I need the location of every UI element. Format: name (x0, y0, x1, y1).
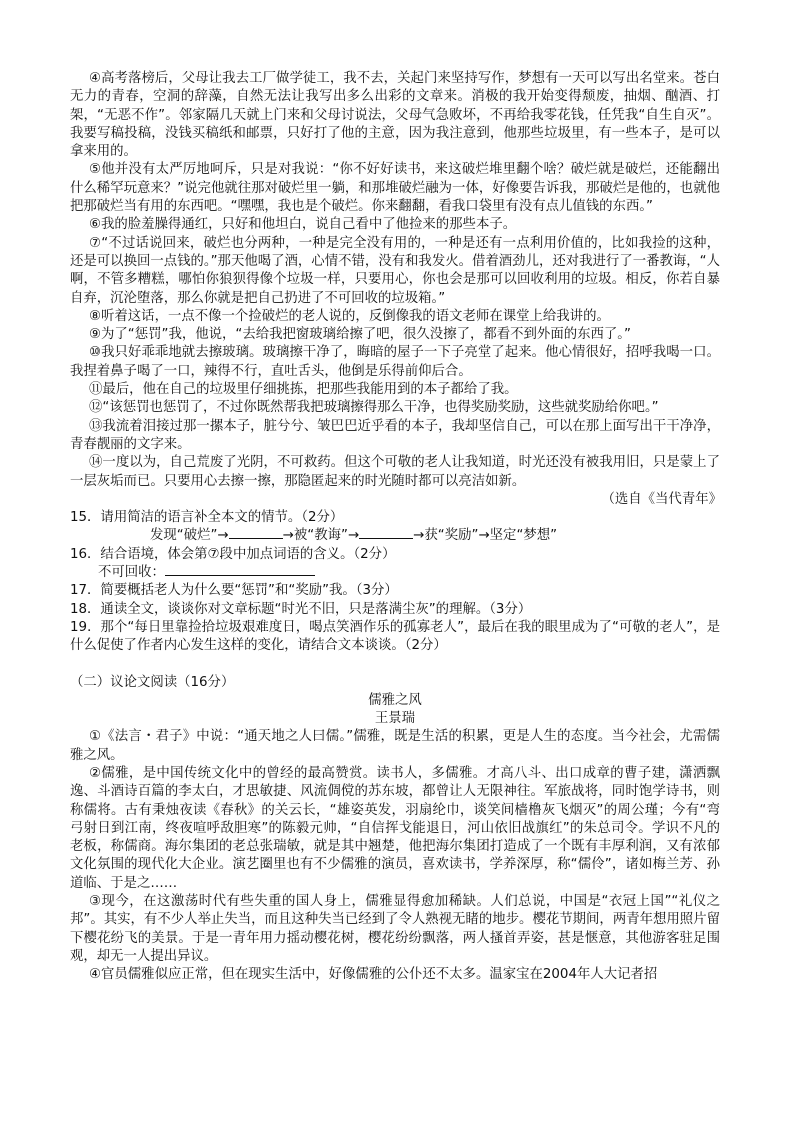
essay-paragraph-2: ②儒雅，是中国传统文化中的曾经的最高赞赏。读书人，多儒雅。才高八斗、出口成章的曹子建，潇洒飘逸、斗酒诗百篇的李太白，才思敏捷、风流倜傥的苏东坡，都曾让人无限神往。军旅战将，同时饱学诗书，则称儒将。古有秉烛夜读《春秋》的关云长，“雄姿英发，羽扇纶巾，谈笑间樯橹灰飞烟灭”的周公瑾；今有“弯弓射日到江南，终夜喧呼敌胆寒”的陈毅元帅，“自信挥戈能退日，河山依旧战旗红”的朱总司令。学识不凡的老板，称儒商。海尔集团的老总张瑞敏，就是其中翘楚，他把海尔集团打造成了一个既有丰厚利润，又有浓郁文化氛围的现代化大企业。演艺圈里也有不少儒雅的演员，喜欢读书，学养深厚，称“儒伶”，诸如梅兰芳、孙道临、于是之…… (70, 765, 720, 891)
document-page (70, 70, 720, 985)
question-18: 18．通读全文，谈谈你对文章标题“时光不旧，只是落满尘灰”的理解。（3分） (70, 601, 532, 617)
essay-paragraph-4: ④官员儒雅似应正常，但在现实生活中，好像儒雅的公仆还不太多。温家宝在2004年人大记者招 (89, 967, 658, 983)
essay-author: 王景瑞 (374, 711, 416, 727)
story-paragraph-5: ⑤他并没有太严厉地呵斥，只是对我说：“你不好好读书，来这破烂堆里翻个啥？破烂就是破烂，还能翻出什么稀罕玩意来？”说完他就往那对破烂里一躺，和那堆破烂融为一体，好像要告诉我，那破烂是他的，也就他把那破烂当有用的东西吧。“嘿嘿，我也是个破烂。你来翻翻，看我口袋里有没有点儿值钱的东西。” (70, 162, 720, 215)
story-paragraph-8: ⑧听着这话，一点不像一个捡破烂的老人说的，反倒像我的语文老师在课堂上给我讲的。 (89, 308, 610, 324)
flow-step-1: 发现“破烂”→ (150, 528, 229, 544)
answer-blank-3[interactable] (165, 564, 315, 576)
story-paragraph-10: ⑩我只好乖乖地就去擦玻璃。玻璃擦干净了，晦暗的屋子一下子亮堂了起来。他心情很好，招呼我喝一口。我捏着鼻子喝了一口，辣得不行，直吐舌头，他倒是乐得前仰后合。 (70, 345, 720, 379)
section-gap (70, 656, 720, 674)
essay-title: 儒雅之风 (368, 692, 422, 708)
story-source: （选自《当代青年》 (601, 491, 722, 507)
story-paragraph-9: ⑨为了“惩罚”我，他说，“去给我把窗玻璃给擦了吧，很久没擦了，都看不到外面的东西了。” (89, 327, 631, 343)
question-16-label: 不可回收： (98, 565, 165, 581)
essay-paragraph-1: ①《法言・君子》中说：“通天地之人曰儒。”儒雅，既是生活的积累，更是人生的态度。当今社会，尤需儒雅之风。 (70, 729, 720, 763)
story-paragraph-13: ⑬我流着泪接过那一摞本子，脏兮兮、皱巴巴近乎看的本子，我却坚信自己，可以在那上面写出干干净净，青春靓丽的文字来。 (70, 418, 720, 452)
story-paragraph-14: ⑭一度以为，自己荒废了光阴，不可救药。但这个可敬的老人让我知道，时光还没有被我用旧，只是蒙上了一层灰垢而已。只要用心去擦一擦，那隐匿起来的时光随时都可以亮洁如新。 (70, 455, 720, 489)
section-heading: （二）议论文阅读（16分） (70, 674, 235, 690)
answer-blank-2[interactable] (359, 527, 413, 539)
story-paragraph-6: ⑥我的脸羞臊得通红，只好和他坦白，说自己看中了他捡来的那些本子。 (89, 217, 517, 233)
essay-paragraph-3: ③现今，在这激荡时代有些失重的国人身上，儒雅显得愈加稀缺。人们总说，中国是“衣冠上国”“礼仪之邦”。其实，有不少人举止失当，而且这种失当已经到了令人熟视无睹的地步。樱花节期间，两青年想用照片留下樱花纷飞的美景。于是一青年用力摇动樱花树，樱花纷纷飘落，两人搔首弄姿，甚是惬意，其他游客驻足围观，却无一人提出异议。 (70, 894, 720, 964)
flow-step-3: →获“奖励”→坚定“梦想” (413, 528, 558, 544)
story-paragraph-11: ⑪最后，他在自己的垃圾里仔细挑拣，把那些我能用到的本子都给了我。 (89, 382, 518, 398)
question-19: 19．那个“每日里靠捡拾垃圾艰难度日，喝点笑酒作乐的孤寡老人”，最后在我的眼里成为了“可敬的老人”，是什么促使了作者内心发生这样的变化，请结合文本谈谈。（2分） (70, 619, 720, 654)
question-15: 15．请用简洁的语言补全本文的情节。（2分） (70, 510, 344, 526)
story-paragraph-12: ⑫“该惩罚也惩罚了，不过你既然帮我把玻璃擦得那么干净，也得奖励奖励，这些就奖励给你吧。” (89, 400, 659, 416)
question-16: 16．结合语境，体会第⑦段中加点词语的含义。（2分） (70, 546, 396, 562)
flow-step-2: →被“教诲”→ (282, 528, 360, 544)
question-16-answer-line (70, 564, 720, 582)
story-paragraph-7: ⑦“不过话说回来，破烂也分两种，一种是完全没有用的，一种是还有一点利用价值的，比如我捡的这种，还是可以换回一点钱的。”那天他喝了酒，心情不错，没有和我发火。借着酒劲儿，还对我进行了一番教诲，“人啊，不管多糟糕，哪怕你狼狈得像个垃圾一样，只要用心，你也会是那可以回收利用的垃圾。相反，你若自暴自弃，沉沦堕落，那么你就是把自己扔进了不可回收的垃圾箱。” (70, 235, 720, 306)
question-15-flow (70, 527, 720, 545)
question-17: 17．简要概括老人为什么要“惩罚”和“奖励”我。（3分） (70, 583, 398, 599)
story-paragraph-4: ④高考落榜后，父母让我去工厂做学徒工，我不去，关起门来坚持写作，梦想有一天可以写出名堂来。苍白无力的青春，空洞的辞藻，自然无法让我写出多么出彩的文章来。消极的我开始变得颓废，抽烟、酗酒、打架，“无恶不作”。邻家隔几天就上门来和父母讨说法，父母气急败坏，不再给我零花钱，任凭我“自生自灭”。我要写稿投稿，没钱买稿纸和邮票，只好打了他的主意，因为我注意到，他那些垃圾里，有一些本子，是可以拿来用的。 (70, 71, 720, 160)
answer-blank-1[interactable] (229, 527, 283, 539)
